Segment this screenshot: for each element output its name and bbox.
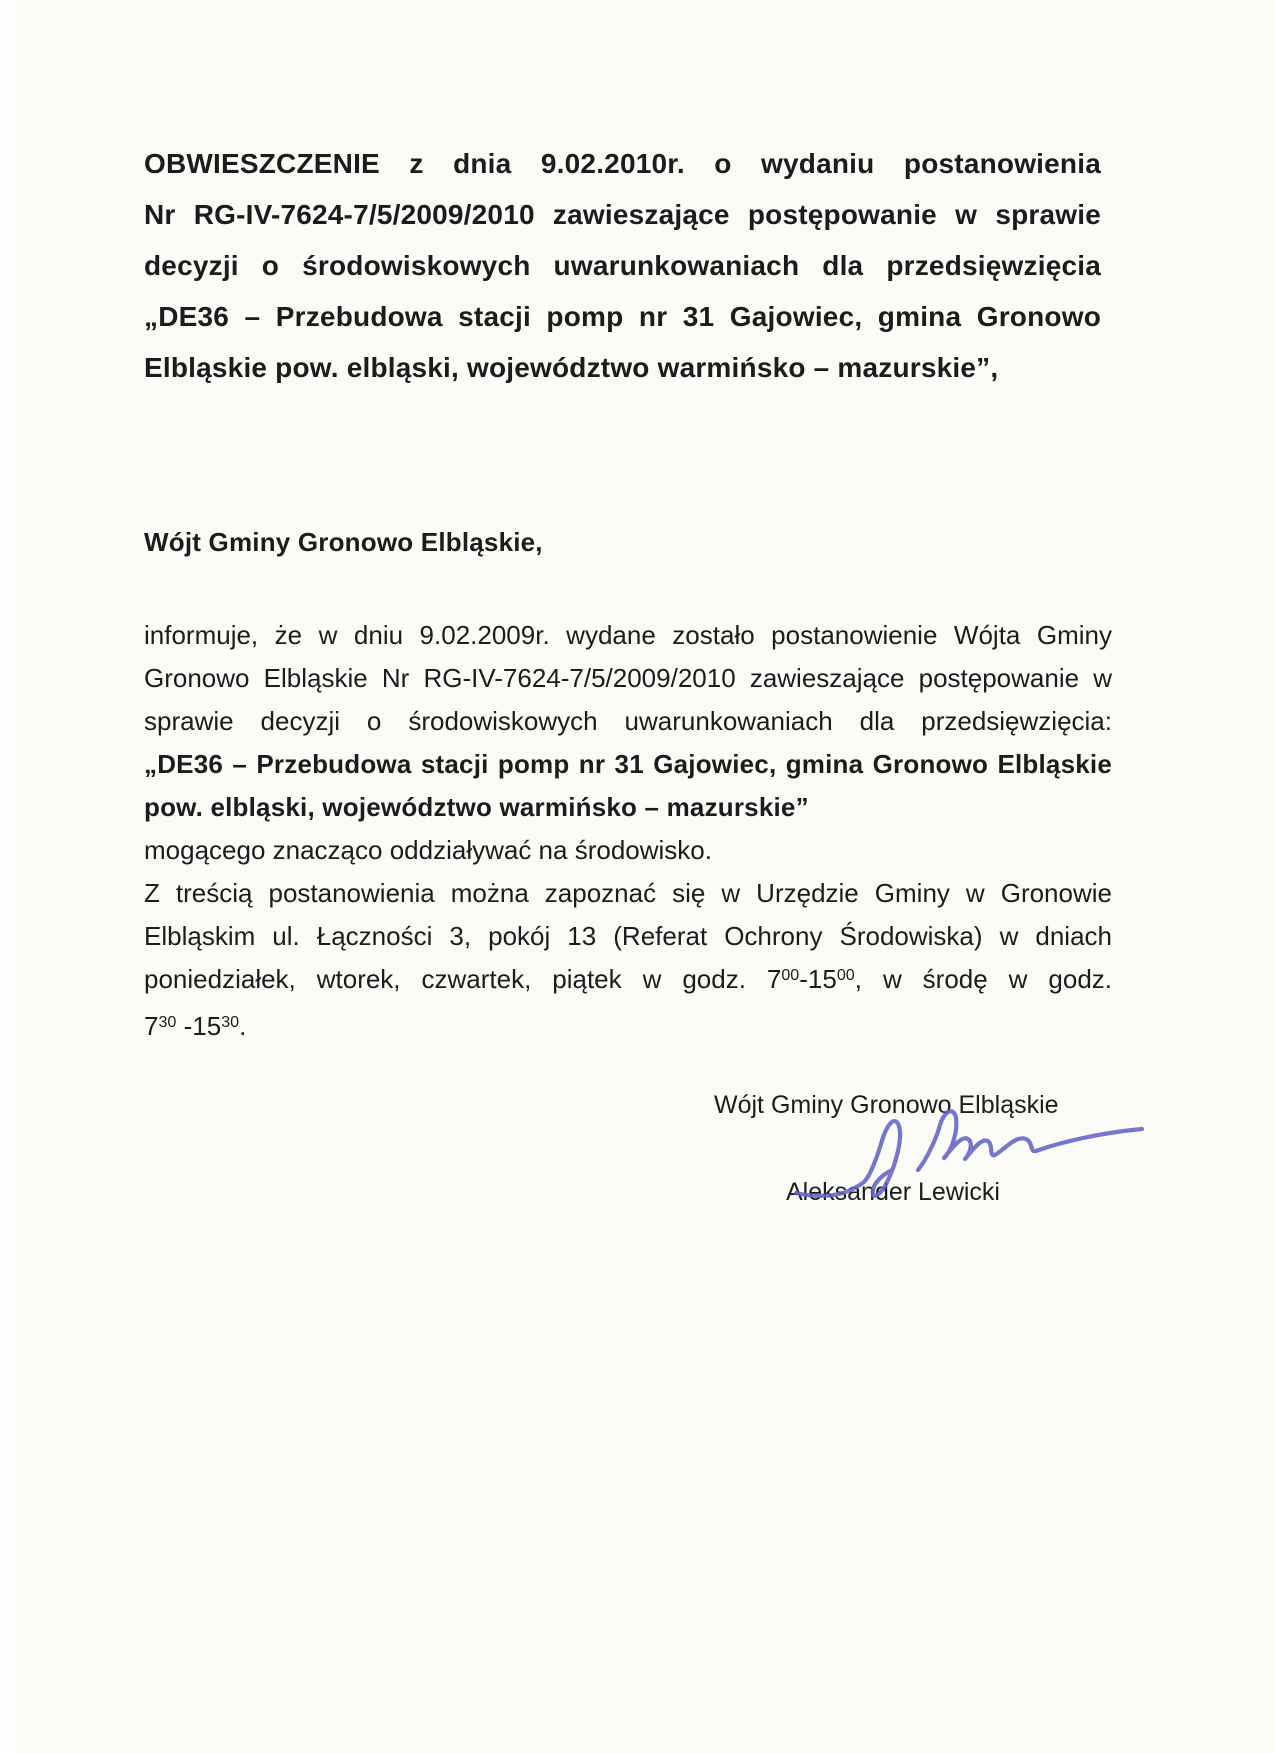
hours-text: -15 xyxy=(799,964,837,994)
hours-text: . xyxy=(239,1011,247,1041)
announcement-heading xyxy=(144,138,1101,393)
heading-line: Elbląskie pow. elbląski, województwo warmińsko – mazurskie”, xyxy=(144,352,999,383)
scan-edge-shadow xyxy=(0,0,18,1753)
body-line: sprawie decyzji o środowiskowych uwarunkowaniach dla przedsięwzięcia: xyxy=(144,706,1112,736)
hours-superscript: 30 xyxy=(158,1012,177,1031)
body-line: Gronowo Elbląskie Nr RG-IV-7624-7/5/2009/2010 zawieszające postępowanie w xyxy=(144,663,1112,693)
body-line: informuje, że w dniu 9.02.2009r. wydane zostało postanowienie Wójta Gminy xyxy=(144,620,1112,650)
body-line-office-hours xyxy=(144,1005,1112,1052)
hours-text: , w środę w godz. xyxy=(854,964,1113,994)
hours-text: poniedziałek, wtorek, czwartek, piątek w godz. 7 xyxy=(144,964,782,994)
heading-line: decyzji o środowiskowych uwarunkowaniach dla przedsięwzięcia xyxy=(144,250,1101,281)
body-line-project-name: „DE36 – Przebudowa stacji pomp nr 31 Gajowiec, gmina Gronowo Elbląskie xyxy=(144,749,1112,779)
addressee-line: Wójt Gminy Gronowo Elbląskie, xyxy=(144,527,543,557)
heading-line: „DE36 – Przebudowa stacji pomp nr 31 Gajowiec, gmina Gronowo xyxy=(144,301,1101,332)
hours-superscript: 00 xyxy=(781,965,800,984)
handwritten-signature-ink xyxy=(768,1098,1168,1216)
body-line-office-hours xyxy=(144,958,1112,1005)
body-line: Elbląskim ul. Łączności 3, pokój 13 (Referat Ochrony Środowiska) w dniach xyxy=(144,921,1112,951)
signatory-name: Aleksander Lewicki xyxy=(786,1178,1000,1206)
body-line-project-name: pow. elbląski, województwo warmińsko – mazurskie” xyxy=(144,792,809,822)
hours-superscript: 00 xyxy=(836,965,855,984)
body-line: mogącego znacząco oddziaływać na środowisko. xyxy=(144,835,712,865)
hours-superscript: 30 xyxy=(221,1012,240,1031)
heading-line: Nr RG-IV-7624-7/5/2009/2010 zawieszające postępowanie w sprawie xyxy=(144,199,1101,230)
hours-text: -15 xyxy=(176,1011,222,1041)
body-line: Z treścią postanowienia można zapoznać się w Urzędzie Gminy w Gronowie xyxy=(144,878,1112,908)
announcement-body xyxy=(144,614,1112,1052)
hours-text: 7 xyxy=(144,1011,159,1041)
heading-line: OBWIESZCZENIE z dnia 9.02.2010r. o wydaniu postanowienia xyxy=(144,148,1101,179)
signatory-title: Wójt Gminy Gronowo Elbląskie xyxy=(714,1091,1059,1119)
